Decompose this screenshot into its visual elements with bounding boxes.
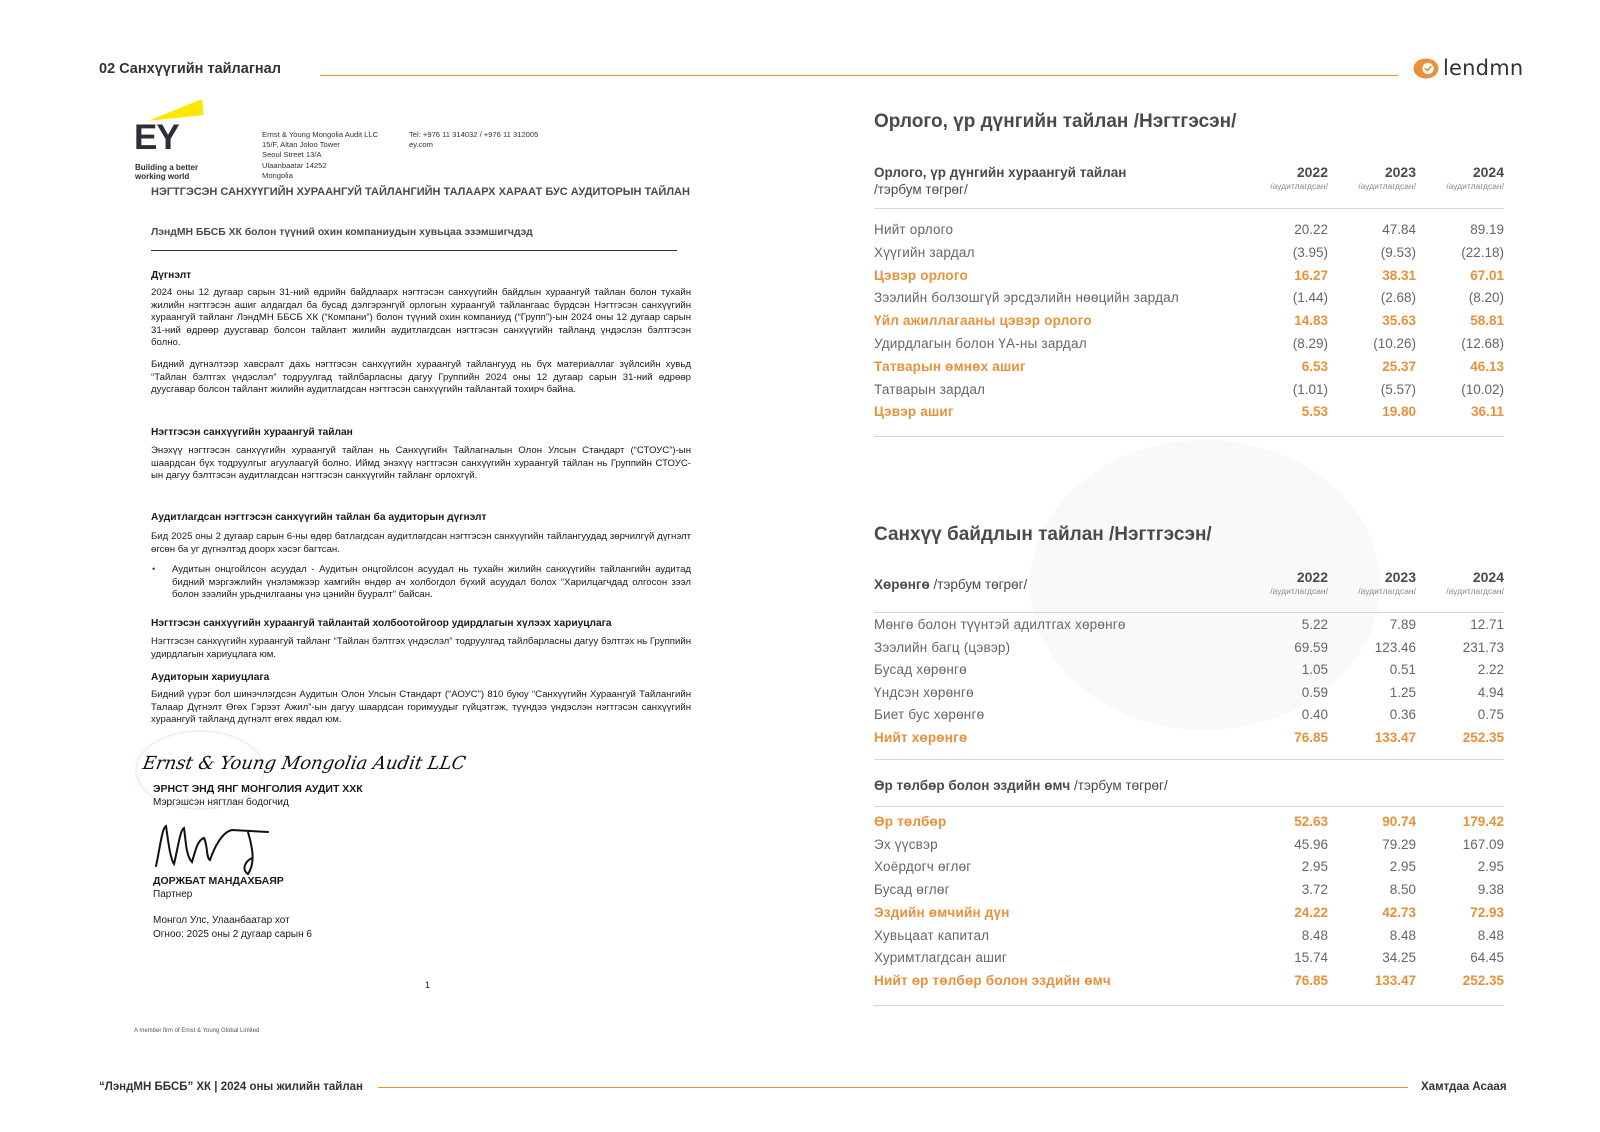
row-value: 89.19 bbox=[1470, 222, 1504, 237]
row-value: 15.74 bbox=[1294, 950, 1328, 966]
row-value: 0.40 bbox=[1301, 707, 1328, 723]
table-row bbox=[874, 905, 1504, 927]
row-value: 8.48 bbox=[1301, 927, 1328, 943]
row-value: 76.85 bbox=[1294, 730, 1328, 745]
row-label: Бусад хөрөнгө bbox=[874, 662, 967, 678]
section-heading: Аудитлагдсан нэгтгэсэн санхүүгийн тайлан ба аудиторын дүгнэлт bbox=[151, 512, 487, 523]
row-value: (1.44) bbox=[1292, 290, 1328, 306]
row-label: Татварын зардал bbox=[874, 381, 986, 397]
paragraph: Бид 2025 оны 2 дугаар сарын 6-ны өдөр батлагдсан аудитлагдсан нэгтгэсэн санхүүгийн тайлангуудад зөрчилгүй дүгнэлт өгсөн ба уг дүгнэлтэд доорх хэсэг багтсан. bbox=[151, 531, 691, 555]
ey-address bbox=[262, 130, 378, 181]
row-value: 6.53 bbox=[1301, 358, 1328, 374]
row-value: 123.46 bbox=[1374, 639, 1416, 655]
row-value: (10.02) bbox=[1461, 381, 1504, 397]
letter-heading: НЭГТГЭСЭН САНХҮҮГИЙН ХУРААНГУЙ ТАЙЛАНГИЙН ТАЛААРХ ХАРААТ БУС АУДИТОРЫН ТАЙЛАН bbox=[151, 186, 690, 198]
row-value: (2.68) bbox=[1380, 290, 1416, 306]
logo-text: lendmn bbox=[1443, 56, 1524, 80]
table-row bbox=[874, 404, 1504, 426]
row-value: 0.36 bbox=[1389, 707, 1416, 723]
ey-web: ey.com bbox=[409, 140, 433, 150]
table-divider bbox=[874, 612, 1504, 613]
year-label: 2022 bbox=[1296, 569, 1328, 585]
row-label: Өр төлбөр bbox=[874, 814, 947, 829]
year-column bbox=[1424, 164, 1504, 191]
year-column bbox=[1248, 569, 1328, 596]
letter-date: Огноо: 2025 оны 2 дугаар сарын 6 bbox=[153, 929, 312, 940]
row-label: Нийт орлого bbox=[874, 222, 954, 237]
ey-tagline bbox=[135, 163, 198, 181]
row-value: 133.47 bbox=[1374, 972, 1416, 988]
partner-signature-icon bbox=[152, 818, 282, 878]
table-row bbox=[874, 617, 1504, 639]
paragraph: Нэгтгэсэн санхүүгийн хураангуй тайланг “Тайлан бэлтгэх үндэслэл” тодруулгад тайлбарласны дагуу бэлтгэх нь Группийн удирдлагын хариуцлага юм. bbox=[151, 636, 691, 660]
table-row bbox=[874, 382, 1504, 404]
lendmn-logo bbox=[1413, 56, 1523, 80]
liab-name: Өр төлбөр болон эздийн өмч bbox=[874, 778, 1071, 793]
row-value: 79.29 bbox=[1382, 836, 1416, 852]
bullet-paragraph: Аудитын онцгойлсон асуудал - Аудитын онцгойлсон асуудал нь тухайн жилийн санхүүгийн тайлангийн аудитад бидний мэргэжлийн үнэлэмжээр хамгийн өндөр ач холбогдол бүхий асуудал болох “Харилцагчдад олгосон зээл болон зээлийн урьдчилгааны үнэ цэнийн бууралт” байсан. bbox=[172, 564, 691, 601]
row-value: 90.74 bbox=[1382, 814, 1416, 829]
income-table-header bbox=[874, 164, 1504, 200]
row-value: 42.73 bbox=[1382, 904, 1416, 920]
row-value: 179.42 bbox=[1462, 814, 1504, 829]
row-value: 72.93 bbox=[1470, 904, 1504, 920]
row-value: 36.11 bbox=[1470, 404, 1504, 420]
assets-label bbox=[874, 576, 1027, 593]
row-value: (22.18) bbox=[1461, 244, 1504, 260]
ey-tel: Tel: +976 11 314032 / +976 11 312005 bbox=[409, 130, 539, 139]
row-value: 9.38 bbox=[1477, 882, 1504, 898]
row-value: (8.20) bbox=[1468, 290, 1504, 306]
letter-page-number: 1 bbox=[425, 980, 431, 990]
row-label: Хуримтлагдсан ашиг bbox=[874, 950, 1007, 966]
section-heading: Нэгтгэсэн санхүүгийн хураангуй тайлантай холбоотойгоор удирдлагын хүлээх хариуцлага bbox=[151, 618, 612, 629]
firm-signature: Ernst & Young Mongolia Audit LLC bbox=[141, 753, 468, 774]
firm-name: ЭРНСТ ЭНД ЯНГ МОНГОЛИЯ АУДИТ ХХК bbox=[153, 783, 363, 795]
partner-role: Партнер bbox=[153, 889, 193, 900]
audited-label: /аудитлагдсан/ bbox=[1446, 181, 1504, 191]
table-row bbox=[874, 313, 1504, 335]
year-column bbox=[1248, 164, 1328, 191]
footer-slogan: Хамтдаа Асаая bbox=[1421, 1081, 1507, 1093]
assets-table-header bbox=[874, 569, 1504, 605]
paragraph: 2024 оны 12 дугаар сарын 31-ний өдрийн байдлаарх нэгтгэсэн санхүүгийн байдлын хураангуй тайлан болон тухайн жилийн нэгтгэсэн ашиг алдагдал ба бусад дэлгэрэнгүй орлогын хураангуй тайлангаас бүрдсэн Нэгтгэсэн санхүүгийн хураангуй тайланг ЛэндМН ББСБ ХК (“Компани”) болон түүний охин компаниуд (“Групп”)-ын 2024 оны 12 дугаар сарын 31-ний өдрөөр дуусгавар болсон тайлант жилийн аудитлагдсан нэгтгэсэн санхүүгийн тайланд үндэслэн бэлтгэсэн болно. bbox=[151, 287, 691, 349]
header-divider bbox=[320, 75, 1398, 76]
row-value: 34.25 bbox=[1382, 950, 1416, 966]
firm-role: Мэргэшсэн нягтлан бодогчид bbox=[153, 797, 289, 808]
row-value: (1.01) bbox=[1292, 381, 1328, 397]
row-value: 2.22 bbox=[1477, 662, 1504, 678]
row-value: 133.47 bbox=[1374, 730, 1416, 745]
table-row bbox=[874, 928, 1504, 950]
section-heading: Нэгтгэсэн санхүүгийн хураангуй тайлан bbox=[151, 427, 353, 438]
table-row bbox=[874, 730, 1504, 752]
paragraph: Бидний дүгнэлтээр хавсралт дахь нэгтгэсэн санхүүгийн хураангуй тайлангууд нь бүх материаллаг зүйлсийн хувьд “Тайлан бэлтгэх үндэслэл” тодруулгад тайлбарласны дагуу Группийн 2024 оны 12 дугаар сарын 31-ний өдрөөр дуусгавар болсон тайлант жилийн аудитлагдсан нэгтгэсэн санхүүгийн тайлантай тохирч байна. bbox=[151, 359, 691, 396]
audited-label: /аудитлагдсан/ bbox=[1358, 586, 1416, 596]
row-value: (5.57) bbox=[1380, 381, 1416, 397]
year-label: 2024 bbox=[1472, 164, 1504, 180]
row-value: (12.68) bbox=[1461, 336, 1504, 351]
row-label: Үндсэн хөрөнгө bbox=[874, 684, 974, 700]
table-divider bbox=[874, 806, 1504, 807]
address-line: 15/F, Altan Joloo Tower bbox=[262, 140, 340, 150]
row-label: Нийт өр төлбөр болон эздийн өмч bbox=[874, 972, 1111, 988]
row-value: 35.63 bbox=[1382, 313, 1416, 329]
partner-name: ДОРЖБАТ МАНДАХБАЯР bbox=[153, 875, 284, 887]
year-column bbox=[1336, 569, 1416, 596]
row-label: Бусад өглөг bbox=[874, 882, 950, 898]
row-label: Биет бус хөрөнгө bbox=[874, 707, 985, 723]
row-value: 8.50 bbox=[1389, 882, 1416, 898]
paragraph: Бидний үүрэг бол шинэчлэгдсэн Аудитын Олон Улсын Стандарт (“АОУС”) 810 буюу “Санхүүгийн Хураангуй Тайлангийн Талаар Дүгнэлт Өгөх Гэрээт Ажил”-ын дагуу шаардсан горимуудыг гүйцэтгэж, түүндээ үндэслэн нэгтгэсэн санхүүгийн хураангуй тайланд дүгнэлт өгөх явдал юм. bbox=[151, 689, 691, 726]
year-label: 2024 bbox=[1472, 569, 1504, 585]
row-value: 0.75 bbox=[1477, 707, 1504, 723]
row-value: 8.48 bbox=[1477, 927, 1504, 943]
row-value: 24.22 bbox=[1294, 904, 1328, 920]
row-value: 20.22 bbox=[1294, 222, 1328, 237]
address-line: Ernst & Young Mongolia Audit LLC bbox=[262, 130, 379, 139]
row-label: Удирдлагын болон ҮА-ны зардал bbox=[874, 336, 1087, 351]
footer-report-title: “ЛэндМН ББСБ” ХК | 2024 оны жилийн тайлан bbox=[99, 1081, 364, 1093]
row-label: Эх үүсвэр bbox=[874, 836, 938, 852]
row-value: 47.84 bbox=[1382, 222, 1416, 237]
letter-rule bbox=[151, 250, 677, 251]
row-value: 14.83 bbox=[1294, 313, 1328, 329]
row-value: 5.53 bbox=[1301, 404, 1328, 420]
row-value: 58.81 bbox=[1470, 313, 1504, 329]
income-table-unit: /тэрбум төгрөг/ bbox=[874, 182, 968, 197]
row-value: 19.80 bbox=[1382, 404, 1416, 420]
section-heading: Аудиторын хариуцлага bbox=[151, 672, 270, 683]
letter-addressee: ЛэндМН ББСБ ХК болон түүний охин компаниудын хувьцаа эзэмшигчдэд bbox=[151, 227, 533, 238]
row-value: 7.89 bbox=[1389, 617, 1416, 632]
row-value: 252.35 bbox=[1462, 972, 1504, 988]
row-value: (9.53) bbox=[1380, 244, 1416, 260]
row-label: Нийт хөрөнгө bbox=[874, 730, 968, 745]
row-value: 2.95 bbox=[1477, 859, 1504, 875]
ey-logo bbox=[135, 100, 215, 184]
table-row bbox=[874, 837, 1504, 859]
income-table-name: Орлого, үр дүнгийн хураангуй тайлан bbox=[874, 165, 1127, 180]
row-value: 0.51 bbox=[1389, 662, 1416, 678]
table-row bbox=[874, 268, 1504, 290]
table-row bbox=[874, 290, 1504, 312]
liab-label bbox=[874, 777, 1168, 794]
table-row bbox=[874, 973, 1504, 995]
row-value: 8.48 bbox=[1389, 927, 1416, 943]
row-value: 0.59 bbox=[1301, 684, 1328, 700]
row-value: 38.31 bbox=[1382, 267, 1416, 283]
row-value: 46.13 bbox=[1470, 358, 1504, 374]
income-title: Орлого, үр дүнгийн тайлан /Нэгтгэсэн/ bbox=[874, 111, 1237, 132]
row-value: 2.95 bbox=[1389, 859, 1416, 875]
audited-label: /аудитлагдсан/ bbox=[1446, 586, 1504, 596]
table-row bbox=[874, 859, 1504, 881]
audited-label: /аудитлагдсан/ bbox=[1270, 586, 1328, 596]
table-row bbox=[874, 950, 1504, 972]
ey-tagline-1: Building a better bbox=[135, 163, 199, 172]
table-row bbox=[874, 222, 1504, 244]
row-value: 252.35 bbox=[1462, 730, 1504, 745]
row-value: 4.94 bbox=[1477, 684, 1504, 700]
table-row bbox=[874, 245, 1504, 267]
balance-title: Санхүү байдлын тайлан /Нэгтгэсэн/ bbox=[874, 524, 1212, 545]
ey-tagline-2: working world bbox=[135, 172, 190, 181]
audited-label: /аудитлагдсан/ bbox=[1358, 181, 1416, 191]
row-label: Хүүгийн зардал bbox=[874, 244, 975, 260]
year-label: 2023 bbox=[1384, 569, 1416, 585]
row-value: 167.09 bbox=[1462, 836, 1504, 852]
row-label: Хувьцаат капитал bbox=[874, 927, 990, 943]
table-divider bbox=[874, 436, 1504, 437]
liab-table-header bbox=[874, 777, 1504, 797]
table-row bbox=[874, 336, 1504, 358]
section-title: 02 Санхүүгийн тайлагнал bbox=[99, 61, 281, 77]
bullet-marker: • bbox=[152, 564, 156, 575]
table-divider bbox=[874, 1005, 1504, 1006]
row-value: 45.96 bbox=[1294, 836, 1328, 852]
row-label: Цэвэр орлого bbox=[874, 267, 968, 283]
address-line: Ulaanbaatar 14252 bbox=[262, 160, 327, 170]
row-value: 52.63 bbox=[1294, 814, 1328, 829]
row-value: 12.71 bbox=[1470, 617, 1504, 632]
row-value: 1.05 bbox=[1301, 662, 1328, 678]
assets-name: Хөрөнгө bbox=[874, 577, 930, 592]
table-row bbox=[874, 359, 1504, 381]
ey-contact bbox=[409, 130, 538, 150]
row-value: 231.73 bbox=[1462, 639, 1504, 655]
row-value: 64.45 bbox=[1470, 950, 1504, 966]
row-value: 69.59 bbox=[1294, 639, 1328, 655]
table-divider bbox=[874, 208, 1504, 209]
row-value: 67.01 bbox=[1470, 267, 1504, 283]
table-row bbox=[874, 814, 1504, 836]
row-label: Цэвэр ашиг bbox=[874, 404, 954, 420]
year-label: 2023 bbox=[1384, 164, 1416, 180]
section-heading: Дүгнэлт bbox=[151, 270, 192, 281]
row-value: 16.27 bbox=[1294, 267, 1328, 283]
row-label: Мөнгө болон түүнтэй адилтгах хөрөнгө bbox=[874, 617, 1126, 632]
row-value: (8.29) bbox=[1292, 336, 1328, 351]
row-label: Эздийн өмчийн дүн bbox=[874, 904, 1010, 920]
row-value: (3.95) bbox=[1292, 244, 1328, 260]
table-row bbox=[874, 707, 1504, 729]
liab-unit: /тэрбум төгрөг/ bbox=[1074, 778, 1168, 793]
year-column bbox=[1424, 569, 1504, 596]
row-label: Хоёрдогч өглөг bbox=[874, 859, 972, 875]
year-label: 2022 bbox=[1296, 164, 1328, 180]
row-value: (10.26) bbox=[1373, 336, 1416, 351]
member-note: A member firm of Ernst & Young Global Limited bbox=[134, 1028, 260, 1034]
row-value: 25.37 bbox=[1382, 358, 1416, 374]
ey-logo-letters: EY bbox=[134, 118, 179, 157]
row-label: Зээлийн болзошгүй эрсдэлийн нөөцийн зардал bbox=[874, 290, 1179, 306]
paragraph: Энэхүү нэгтгэсэн санхүүгийн хураангуй тайлан нь Санхүүгийн Тайлагналын Олон Улсын Стандарт (“СТОУС”)-ын шаардсан бүх тодруулгыг агуулаагүй болно. Иймд энэхүү нэгтгэсэн санхүүгийн хураангуй тайлан нь Группийн СТОУС-ын дагуу бэлтгэсэн аудитлагдсан нэгтгэсэн санхүүгийн тайланг орлохгүй. bbox=[151, 445, 691, 482]
row-label: Зээлийн багц (цэвэр) bbox=[874, 639, 1011, 655]
row-label: Татварын өмнөх ашиг bbox=[874, 358, 1026, 374]
footer-divider bbox=[378, 1087, 1408, 1088]
row-value: 2.95 bbox=[1301, 859, 1328, 875]
table-row bbox=[874, 640, 1504, 662]
row-value: 1.25 bbox=[1389, 684, 1416, 700]
table-row bbox=[874, 685, 1504, 707]
address-line: Seoul Street 13/A bbox=[262, 150, 322, 160]
row-value: 5.22 bbox=[1301, 617, 1328, 632]
table-row bbox=[874, 882, 1504, 904]
auditor-letter bbox=[135, 100, 710, 240]
row-label: Үйл ажиллагааны цэвэр орлого bbox=[874, 313, 1092, 329]
lendmn-logo-icon bbox=[1413, 58, 1439, 79]
row-value: 3.72 bbox=[1301, 882, 1328, 898]
row-value: 76.85 bbox=[1294, 972, 1328, 988]
table-divider bbox=[874, 759, 1504, 760]
address-line: Mongolia bbox=[262, 170, 293, 180]
year-column bbox=[1336, 164, 1416, 191]
income-table-label bbox=[874, 164, 1126, 198]
assets-unit: /тэрбум төгрөг/ bbox=[933, 577, 1028, 592]
audited-label: /аудитлагдсан/ bbox=[1270, 181, 1328, 191]
table-row bbox=[874, 662, 1504, 684]
letter-place: Монгол Улс, Улаанбаатар хот bbox=[153, 915, 290, 926]
